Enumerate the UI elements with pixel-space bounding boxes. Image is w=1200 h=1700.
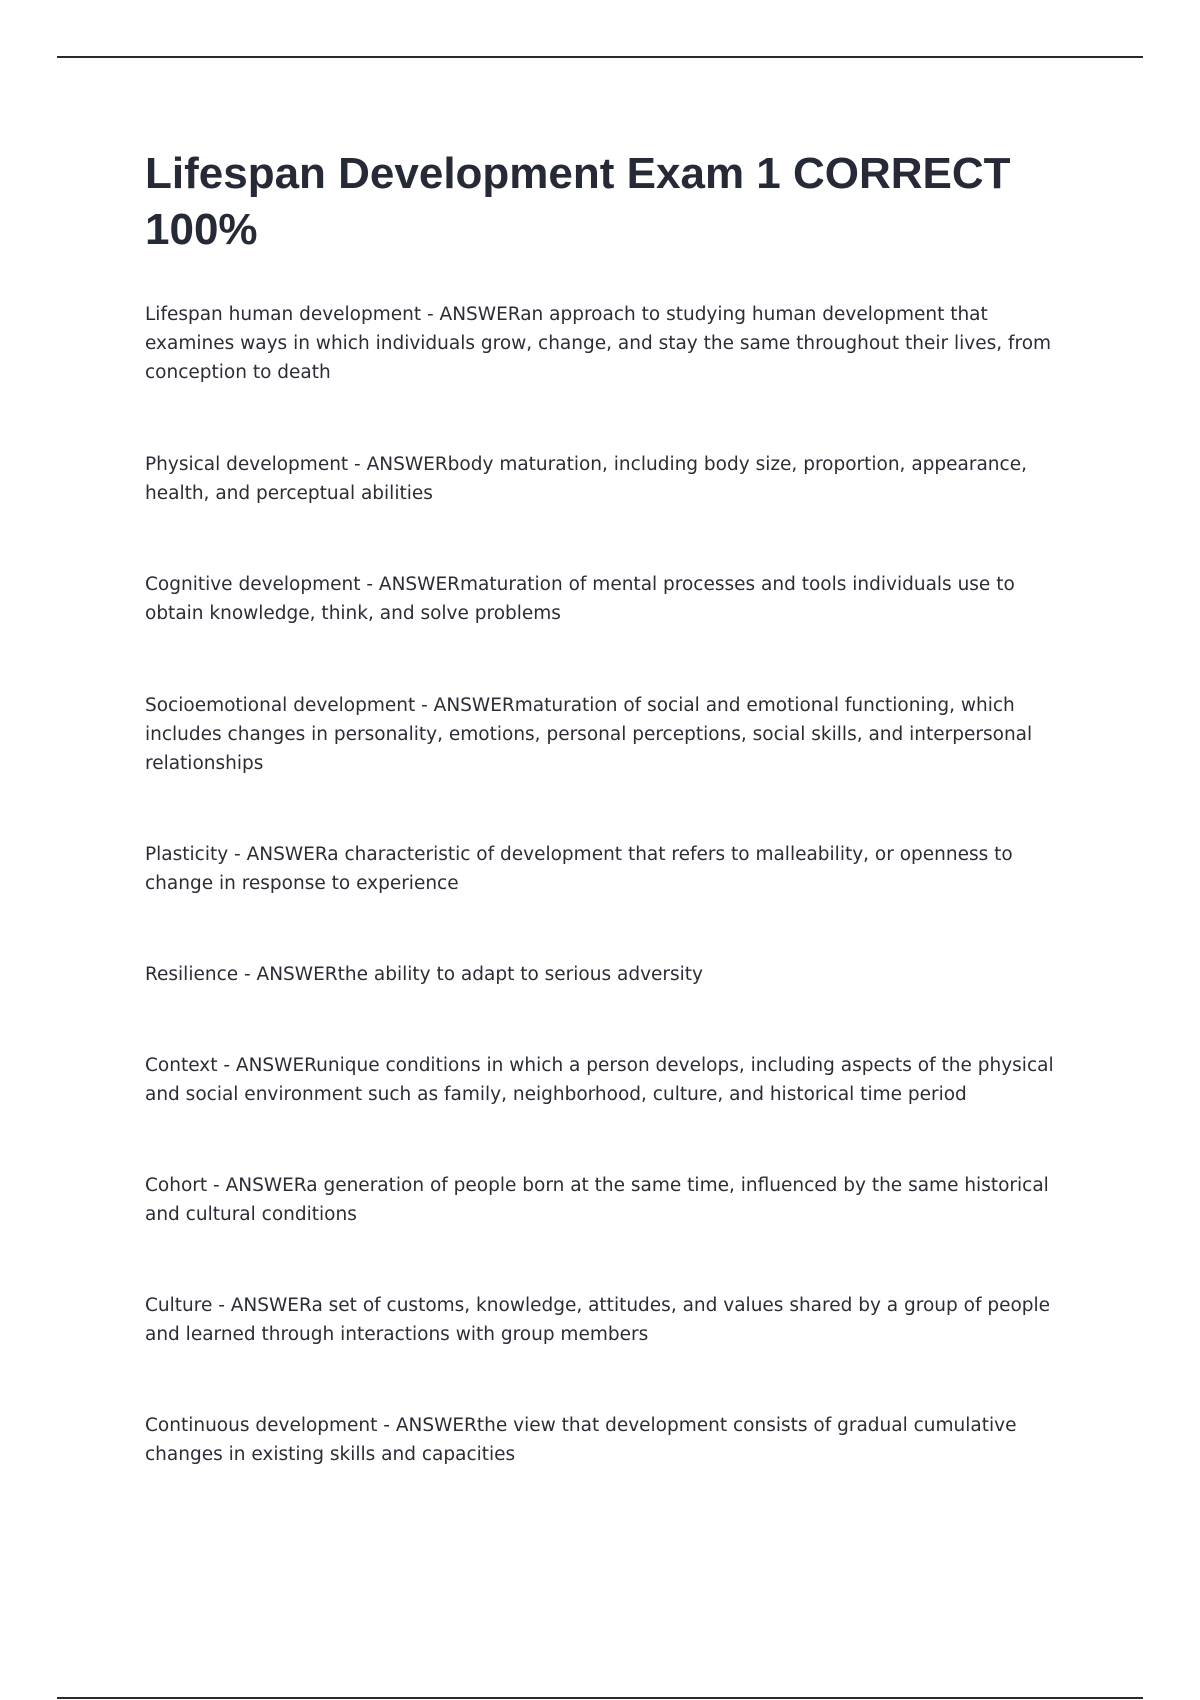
definition-entry: Cognitive development - ANSWERmaturation of mental processes and tools individuals use to obtain knowledge, think, and solve problems [145, 574, 1015, 624]
definition-entry: Context - ANSWERunique conditions in which a person develops, including aspects of the physical and social environment such as family, neighborhood, culture, and historical time period [145, 1055, 1054, 1105]
page-title: Lifespan Development Exam 1 CORRECT 100% [145, 149, 1011, 254]
definition-entry: Plasticity - ANSWERa characteristic of development that refers to malleability, or openness to change in response to experience [145, 844, 1013, 894]
bottom-divider [57, 1697, 1143, 1699]
definition-entry: Resilience - ANSWERthe ability to adapt to serious adversity [145, 964, 703, 985]
definition-entry: Physical development - ANSWERbody maturation, including body size, proportion, appearance, health, and perceptual abilities [145, 454, 1027, 504]
definition-entry: Culture - ANSWERa set of customs, knowledge, attitudes, and values shared by a group of people and learned through interactions with group members [145, 1295, 1051, 1345]
definition-entry: Socioemotional development - ANSWERmaturation of social and emotional functioning, which includes changes in personality, emotions, personal perceptions, social skills, and interpersonal relationships [145, 695, 1033, 774]
definition-entry: Continuous development - ANSWERthe view that development consists of gradual cumulative changes in existing skills and capacities [145, 1415, 1017, 1465]
top-divider [57, 56, 1143, 58]
definition-entry: Cohort - ANSWERa generation of people born at the same time, influenced by the same historical and cultural conditions [145, 1175, 1049, 1225]
definition-entry: Lifespan human development - ANSWERan approach to studying human development that examines ways in which individuals grow, change, and stay the same throughout their lives, from conception to death [145, 304, 1052, 383]
